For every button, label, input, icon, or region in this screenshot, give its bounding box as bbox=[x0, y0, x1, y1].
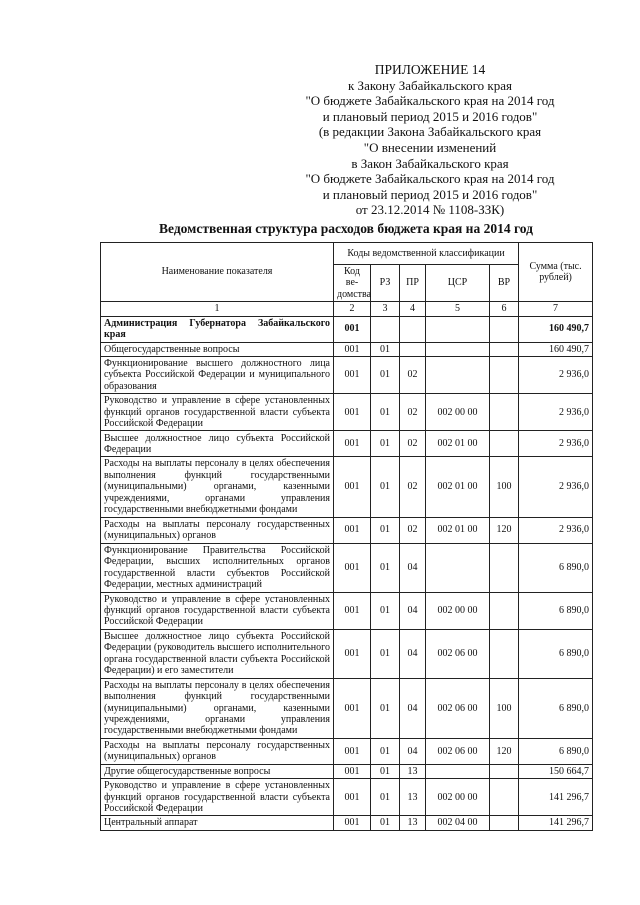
row-rz: 01 bbox=[371, 764, 400, 778]
row-dept: 001 bbox=[334, 779, 371, 816]
row-csr: 002 06 00 bbox=[426, 678, 490, 738]
row-vr bbox=[490, 592, 519, 629]
row-pr bbox=[400, 342, 426, 356]
row-dept: 001 bbox=[334, 629, 371, 678]
row-name: Функционирование Правительства Российской Федерации, высших исполнительных органов государственной власти субъектов Российской Федерации, местных администраций bbox=[101, 543, 334, 592]
row-rz: 01 bbox=[371, 543, 400, 592]
row-csr: 002 00 00 bbox=[426, 394, 490, 431]
row-vr bbox=[490, 357, 519, 394]
row-pr: 04 bbox=[400, 678, 426, 738]
row-name: Другие общегосударственные вопросы bbox=[101, 764, 334, 778]
row-vr bbox=[490, 431, 519, 457]
row-vr: 100 bbox=[490, 457, 519, 517]
row-pr: 02 bbox=[400, 517, 426, 543]
row-pr: 04 bbox=[400, 592, 426, 629]
column-number: 3 bbox=[371, 302, 400, 316]
appendix-line: ПРИЛОЖЕНИЕ 14 bbox=[374, 62, 486, 77]
appendix-line: к Закону Забайкальского края bbox=[347, 77, 512, 93]
row-rz: 01 bbox=[371, 394, 400, 431]
row-rz: 01 bbox=[371, 517, 400, 543]
row-rz: 01 bbox=[371, 592, 400, 629]
appendix-line: "О бюджете Забайкальского края на 2014 год bbox=[305, 171, 555, 187]
row-csr bbox=[426, 342, 490, 356]
table-row bbox=[101, 431, 593, 457]
row-vr bbox=[490, 764, 519, 778]
header-codes: Коды ведомственной классификации bbox=[334, 243, 519, 265]
row-sum: 160 490,7 bbox=[519, 316, 593, 342]
row-rz: 01 bbox=[371, 629, 400, 678]
row-name: Расходы на выплаты персоналу в целях обеспечения выполнения функций государственными (муниципальными) органами, казенными учреждениями, органами управления государственными внебюджетными фондами bbox=[101, 457, 334, 517]
row-name: Расходы на выплаты персоналу в целях обеспечения выполнения функций государственными (муниципальными) органами, казенными учреждениями, органами управления государственными внебюджетными фондами bbox=[101, 678, 334, 738]
row-rz: 01 bbox=[371, 678, 400, 738]
row-csr: 002 01 00 bbox=[426, 517, 490, 543]
row-dept: 001 bbox=[334, 764, 371, 778]
row-rz: 01 bbox=[371, 357, 400, 394]
appendix-line: в Закон Забайкальского края bbox=[351, 155, 509, 171]
row-vr: 120 bbox=[490, 517, 519, 543]
table-row bbox=[101, 816, 593, 830]
budget-table bbox=[100, 242, 593, 831]
row-sum: 150 664,7 bbox=[519, 764, 593, 778]
row-pr: 04 bbox=[400, 543, 426, 592]
row-name: Расходы на выплаты персоналу государственных (муниципальных) органов bbox=[101, 517, 334, 543]
row-name: Высшее должностное лицо субъекта Российской Федерации bbox=[101, 431, 334, 457]
row-dept: 001 bbox=[334, 394, 371, 431]
row-name: Общегосударственные вопросы bbox=[101, 342, 334, 356]
table-row bbox=[101, 629, 593, 678]
row-dept: 001 bbox=[334, 517, 371, 543]
row-csr: 002 06 00 bbox=[426, 738, 490, 764]
row-dept: 001 bbox=[334, 357, 371, 394]
row-pr: 04 bbox=[400, 629, 426, 678]
row-dept: 001 bbox=[334, 816, 371, 830]
row-csr: 002 00 00 bbox=[426, 779, 490, 816]
row-vr bbox=[490, 316, 519, 342]
header-csr: ЦСР bbox=[426, 265, 490, 302]
row-sum: 160 490,7 bbox=[519, 342, 593, 356]
row-sum: 2 936,0 bbox=[519, 457, 593, 517]
row-vr bbox=[490, 543, 519, 592]
row-pr: 13 bbox=[400, 779, 426, 816]
row-rz bbox=[371, 316, 400, 342]
header-rz: РЗ bbox=[371, 265, 400, 302]
row-vr: 120 bbox=[490, 738, 519, 764]
table-row bbox=[101, 517, 593, 543]
appendix-line: от 23.12.2014 № 1108-ЗЗК) bbox=[355, 202, 505, 218]
row-sum: 6 890,0 bbox=[519, 543, 593, 592]
row-sum: 6 890,0 bbox=[519, 678, 593, 738]
row-sum: 2 936,0 bbox=[519, 431, 593, 457]
row-name: Центральный аппарат bbox=[101, 816, 334, 830]
row-vr bbox=[490, 394, 519, 431]
table-row bbox=[101, 342, 593, 356]
row-sum: 141 296,7 bbox=[519, 779, 593, 816]
row-pr: 02 bbox=[400, 357, 426, 394]
table-row bbox=[101, 357, 593, 394]
row-csr bbox=[426, 543, 490, 592]
row-name: Расходы на выплаты персоналу государственных (муниципальных) органов bbox=[101, 738, 334, 764]
row-csr: 002 00 00 bbox=[426, 592, 490, 629]
table-row bbox=[101, 738, 593, 764]
row-dept: 001 bbox=[334, 678, 371, 738]
row-name: Руководство и управление в сфере установленных функций органов государственной власти субъекта Российской Федерации bbox=[101, 394, 334, 431]
row-vr bbox=[490, 629, 519, 678]
row-dept: 001 bbox=[334, 431, 371, 457]
row-dept: 001 bbox=[334, 316, 371, 342]
header-name: Наименование показателя bbox=[101, 243, 334, 302]
row-rz: 01 bbox=[371, 816, 400, 830]
row-sum: 2 936,0 bbox=[519, 394, 593, 431]
appendix-line: "О бюджете Забайкальского края на 2014 год bbox=[305, 93, 555, 109]
row-rz: 01 bbox=[371, 738, 400, 764]
row-pr: 04 bbox=[400, 738, 426, 764]
row-csr bbox=[426, 316, 490, 342]
row-sum: 6 890,0 bbox=[519, 592, 593, 629]
column-number: 1 bbox=[101, 302, 334, 316]
row-rz: 01 bbox=[371, 342, 400, 356]
row-csr: 002 01 00 bbox=[426, 431, 490, 457]
row-name: Функционирование высшего должностного лица субъекта Российской Федерации и муниципального образования bbox=[101, 357, 334, 394]
row-csr: 002 04 00 bbox=[426, 816, 490, 830]
header-vr: ВР bbox=[490, 265, 519, 302]
document-title: Ведомственная структура расходов бюджета края на 2014 год bbox=[159, 221, 533, 236]
row-sum: 2 936,0 bbox=[519, 517, 593, 543]
row-pr: 13 bbox=[400, 816, 426, 830]
row-pr bbox=[400, 316, 426, 342]
row-sum: 2 936,0 bbox=[519, 357, 593, 394]
column-number: 6 bbox=[490, 302, 519, 316]
row-pr: 02 bbox=[400, 457, 426, 517]
row-dept: 001 bbox=[334, 738, 371, 764]
row-rz: 01 bbox=[371, 431, 400, 457]
column-number: 2 bbox=[334, 302, 371, 316]
row-csr bbox=[426, 357, 490, 394]
table-row bbox=[101, 779, 593, 816]
row-dept: 001 bbox=[334, 342, 371, 356]
row-csr: 002 01 00 bbox=[426, 457, 490, 517]
row-vr: 100 bbox=[490, 678, 519, 738]
row-vr bbox=[490, 342, 519, 356]
row-rz: 01 bbox=[371, 779, 400, 816]
column-number: 7 bbox=[519, 302, 593, 316]
table-row bbox=[101, 764, 593, 778]
row-name: Руководство и управление в сфере установленных функций органов государственной власти субъекта Российской Федерации bbox=[101, 779, 334, 816]
row-pr: 02 bbox=[400, 394, 426, 431]
table-row bbox=[101, 394, 593, 431]
row-sum: 6 890,0 bbox=[519, 738, 593, 764]
row-dept: 001 bbox=[334, 457, 371, 517]
table-row bbox=[101, 592, 593, 629]
row-sum: 141 296,7 bbox=[519, 816, 593, 830]
appendix-line: и плановый период 2015 и 2016 годов" bbox=[322, 186, 538, 202]
row-rz: 01 bbox=[371, 457, 400, 517]
appendix-line: (в редакции Закона Забайкальского края bbox=[318, 124, 542, 140]
row-name: Руководство и управление в сфере установленных функций органов государственной власти субъекта Российской Федерации bbox=[101, 592, 334, 629]
row-dept: 001 bbox=[334, 592, 371, 629]
appendix-line: "О внесении изменений bbox=[363, 139, 497, 155]
table-row bbox=[101, 457, 593, 517]
row-name: Высшее должностное лицо субъекта Российской Федерации (руководитель высшего исполнительного органа государственной власти субъекта Российской Федерации) и его заместители bbox=[101, 629, 334, 678]
header-sum: Сумма (тыс. рублей) bbox=[519, 243, 593, 302]
row-name: Администрация Губернатора Забайкальского края bbox=[101, 316, 334, 342]
column-number: 4 bbox=[400, 302, 426, 316]
row-sum: 6 890,0 bbox=[519, 629, 593, 678]
appendix-block bbox=[260, 62, 600, 218]
header-dept: Код ве-домства bbox=[334, 265, 371, 302]
row-vr bbox=[490, 779, 519, 816]
table-row bbox=[101, 543, 593, 592]
row-pr: 13 bbox=[400, 764, 426, 778]
table-row bbox=[101, 316, 593, 342]
row-csr: 002 06 00 bbox=[426, 629, 490, 678]
appendix-line: и плановый период 2015 и 2016 годов" bbox=[322, 108, 538, 124]
row-vr bbox=[490, 816, 519, 830]
row-csr bbox=[426, 764, 490, 778]
column-number: 5 bbox=[426, 302, 490, 316]
row-pr: 02 bbox=[400, 431, 426, 457]
table-row bbox=[101, 678, 593, 738]
row-dept: 001 bbox=[334, 543, 371, 592]
header-pr: ПР bbox=[400, 265, 426, 302]
